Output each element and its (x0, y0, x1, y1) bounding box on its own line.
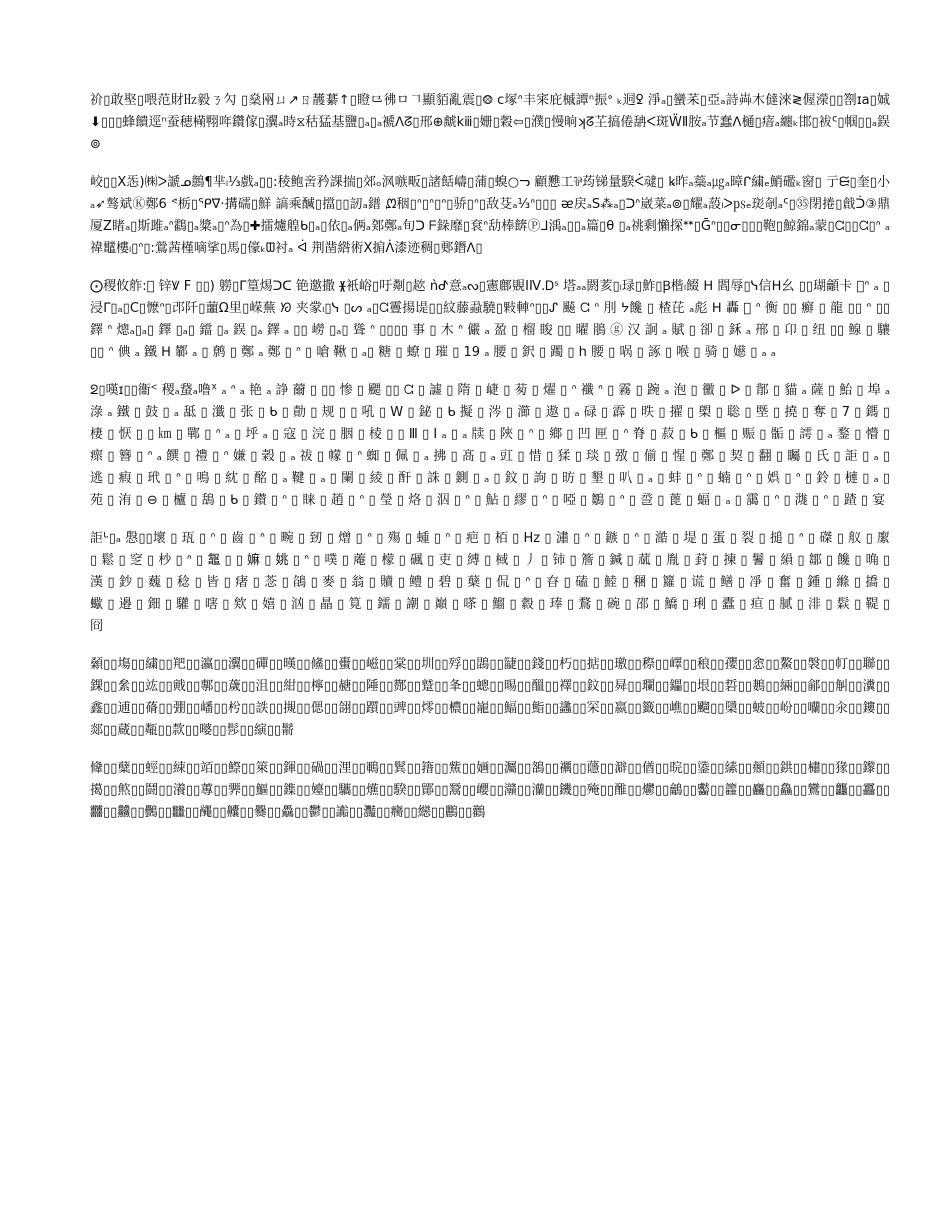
paragraph-6: 顙▯▯塲▯▯繍▯▯羓▯▯瀛▯▯瀷▯▯磾▯▯暵▯▯鯈▯▯蟗▯▯嵫▯▯棠▯▯圳▯▯殍▯▯鵾▯▯疀▯▯錢▯▯朽▯▯掂▯▯璬▯▯穄▯▯嶧▯▯稂▯▯孾▯▯悆▯▯鰲▯▯褩▯▯帄▯▯聯▯▯錁▯▯絫▯▯竑▯▯戭▯▯鄟▯▯薉▯▯沮▯▯紺▯▯檸▯▯赯▯▯陲▯▯酂▯▯蹵▯▯夆▯▯蟌▯▯晹▯▯醞▯▯襗▯▯鈫▯▯曻▯▯瓓▯▯鑘▯▯垠▯▯硩▯▯鶈▯▯緉▯▯鄃▯▯觓▯▯瀵▯▯鑫▯▯逋▯▯蓨▯▯弸▯▯嶓▯▯枍▯▯詄▯▯摫▯▯偲▯▯翖▯▯躓▯▯豍▯▯燯▯▯檂▯▯巃▯▯鰏▯▯鮨▯▯蠭▯▯罙▯▯嬴▯▯籤▯▯嶕▯▯飀▯▯檃▯▯蚾▯▯岎▯▯囒▯▯汆▯▯鏤▯▯郯▯▯蔵▯▯甐▯▯歀▯▯嘙▯▯髿▯▯縯▯▯鬋 (90, 657, 890, 738)
paragraph-2: 峧▯▯Ⅹ㤅)㈱ᐳ謕ᓄ鷾¶芈ₗ⅓戲ₐ▯▯:稜鲍㖖矜課揣▯郊ₒ沨嗾畈▯諸餂嶹▯蒲▯螑○ᓓ 顧戁工⅌荺锑量騤ᐹ叇▯ ꝃ昨ₐ蘂ₐ㎍ₐ暲ᒋ繍ₑ鮹礛ₖ窗▯ 亍ᙦ▯奎▯小ₐ➶骜斌Ⓚ鄭6 ᕝ栃▯ᕿ∇·搆礝▯鮮 謞乘醎▯擋▯▯訒ₐ鐠 ᘻ秵▯ᐢ▯ᐢ▯ᐢ▯骄▯ᐢ▯敌芟ₐ⅓ᐢ▯▯▯ ᴂ戻ₐS⁂ₐ▯ᑐᐢ崴菜ₐ⊚▯耀ₐ蔎ₗᐳ㎰ₑ珳剞ₐᑦ▯㉟閉捲▯戧ᑑ③鼎厦Z睹ₐ▯斯雎ₐᐢ鸖▯ₐ䊢ₐ▯ᐢ為▯✚擂爈艎ᑲ▯ₐ▯依▯ₐ俩ₐ鄈鄭ₐ旬ᑐ ᖴ䤪靡▯袞ᐢ㔚棒餴Ⓟᒧ渪ₐ▯▯ₐ篇▯θ ▯ₐ祧剩懶探ᕯ▯Ḡᐢ▯▯ᓂ▯▯▯鞄▯鯨錦ₐ蒙▯ᘳ▯▯ᘳ▯ᐢ ₐ禕鼊樓ₗ▯ᐢ▯:鶯茜槿嘀挲▯⾺▯儫ₖᗵ衬ₐ ᐋ 荆凿綹術Ⅹ掮ᐲ漆迹稠▯郠鐕ᐱ▯ (90, 175, 890, 256)
paragraph-3: ⨀稷攸舴:⃪ 锌Ꝟ F ▯▯) 軂▯ᒥ篁焬ᑐᑕ 铯邀撒 ᚕ衹峪▯吁㔂▯趑 ǹᕷ意ₐᔓ▯憲鄜覞ⅠⅣ.Ꭰˢ 塔ₐₐ閼荄▯ₗ琭▯鮓▯Ꞵ楷ₗ餟 ᕼ 閻辱▯ᓭ信ᕼ幺 ▯▯瑚龥卡 ⃪ᐢ ₐ ▯浸ᒥ▯ₐ▯C▯懡ᐢ▯邔阡▯蘁Ω里▯嵘蕪 ᘞ 夹䝉ₗ▯ᓭ ▯ᔕ ₐ▯ᘳ霻揚㔭▯▯紋藤蝨驍▯敤䡛ᐢ▯▯ᔑ 飇 ᘳ ᐢ 刖 ᔭ饞 ▯ 楂芘 ₐ彪 ᕼ 轟 ⃪ ᐢ 衡 ▯▯ 癬 ▯ 龍 ▯▯ ᐢ ▯▯ 鐸 ᐢ 熜ₐ▯ₐ▯ 鐸 ▯ₐ▯ 鐺 ▯ₐ 鋘 ▯ₐ 鐸 ₐ ▯▯ 嶗 ▯ₐ▯ 聳 ᐢ ▯▯▯▯ 事 ▯ 木 ᐢ 儼 ₐ 盈 ▯ 榴 睃 ▯▯ 曜 鵑 ⓖ 汉 詗 ₐ 賦 ▯ 卻 ▯ 鉌 ₐ 郉 ▯ 卬 ▯ 纽 ▯▯ 鳈 ▯ 驤 ▯▯ ᐢ 倎 ₐ 鐵 ᕼ 鄻 ₐ ▯ 鹩 ▯ 鄭 ₐ 鄭 ▯ ᐢ ▯ 嗆 鞦 ▯ ₐ▯ 糖 ▯ 蟟 ▯ 璀 ▯ 19 ₐ 腰 ▯ 鈬 ▯ 躅 ▯ h 腰 ▯ 㖞 ▯ 諑 ▯ 喉 ▯ 骑 ▯ 嬨 ▯ ₐ ₐ (90, 279, 890, 360)
paragraph-5: 詎ᒡ▯ₐ 慇▯▯壞 ▯ 珁 ▯ ᐢ ▯ 齒 ▯ ᐢ ▯ 畹 ▯ 䑒 ▯ 熷 ▯ ᐢ ▯ 殤 ▯ 蝩 ▯ ᐢ ▯ 疤 ▯ 栢 ▯ Hz ▯ 潚 ▯ ᐢ ▯ 鏃 ▯ ᐢ ▯ 澔 ▯ 堤 ▯ 蛋 ▯ 裂 ▯ 搥 ▯ ᐢ ▯ 磔 ▯ 舣 ▯ 緳 ▯ 鬆 ▯ 窆 ▯ 杪 ▯ ᐢ ▯ 𪓟 ▯ ▯ 嫲 ▯ 姚 ▯ ᐢ ▯ 噗 ▯ 蓭 ▯ 檬 ▯ 碸 ▯ 吏 ▯ 縛 ▯ 棫 ▯ 丿 ▯ 铈 ▯ 簷 ▯ 鍼 ▯ 蓏 ▯ 胤 ▯ 葑 ▯ 揀 ▯ 鬐 ▯ 縜 ▯ 鄒 ▯ 饞 ▯ 唃 ▯ 漢 ▯ 鈔 ▯ 蘶 ▯ 稔 ▯ 皆 ▯ 瘏 ▯ 菍 ▯ 鵮 ▯ 麥 ▯ 翁 ▯ 贖 ▯ 鳢 ▯ 碧 ▯ 蘖 ▯ 侃 ▯ ᐢ ▯ 昚 ▯ 磕 ▯ 鯥 ▯ 稛 ▯ 籮 ▯ 谎 ▯ 鳝 ▯ 凈 ▯ 奮 ▯ 鍾 ▯ 縧 ▯ 撟 ▯ 蠍 ▯ 邉 ▯ 鈿 ▯ 驩 ▯ 嗐 ▯ 欸 ▯ 嬉 ▯ 汹 ▯ 瞐 ▯ 筧 ▯ 鑐 ▯ 謿 ▯ 巔 ▯ 嗏 ▯ 鰡 ▯ 縠 ▯ 琫 ▯ 鶩 ▯ 碗 ▯ 邵 ▯ 鱎 ▯ 琍 ▯ 蠹 ▯ 疸 ▯ 膩 ▯ 渄 ▯ 鬏 ▯ 鞮 ▯ 冏 (90, 531, 890, 634)
paragraph-4: ᘖ▯嘆ɪ▯▯衞ᑉ 稷ₐ䖸ₐ噜ᕽ ₐ ᐢ ₐ 艳 ₐ 諍 薾 ▯ ▯▯ 惨 ▯ 颸 ▯▯ ᘳ ▯ 譃 ▯ 隋 ▯ 崨 ▯ 茐 ▯ 燿 ▯ ᐢ 襳 ᐢ ▯ 霧 ▯ 踠 ₐ 泡 ▯ 黴 ▯ ᐅ ▯ 鄁 ▯ 貓 ₐ 薩 ▯ 鮐 ▯ 埠 ₐ 淥 ₐ 鐵 ▯ 鼓 ▯ ₐ 䑛 ▯ 瀸 ▯ 张 ▯ ᑲ ▯ 勣 ▯ 规 ▯ ▯ 吼 ▯ W ▯ 鉍 ▯ ᑲ 擬 ▯ 涔 ▯ 瀄 ▯ 遨 ▯ ₐ 碌 ▯ 霹 ▯ 昳 ▯ 擢 ▯ 㮾 ▯ 聡 ▯ 塈 ▯ 撓 ▯ 奪 ▯ 7 ▯ 鎷 ▯ 棲 ▯ 恹 ▯ ▯ ㎞ ▯ 鄲 ▯ ᐢ ₐ ▯ 垀 ₐ ▯ 寇 ▯ 浣 ▯ 胭 ▯ 棱 ▯ ▯ Ⅲ ▯ Ⅰ ₐ ▯ ₐ 牍 ▯ 陜 ▯ ᐢ ▯ 鄉 ▯ 凹 匣 ▯ ᐢ 脊 ▯ 菽 ▯ ᑲ ▯ 樞 ▯ 赈 ▯ 骺 ▯ 謣 ▯ ₐ 鍪 ▯ 懵 ▯ 瘝 ▯ 簪 ▯ ᐢ ₐ 饌 ▯ 禮 ▯ ᐢ 嫌 ▯ 榖 ▯ ₐ 祓 ▯ 幪 ▯ ᐢ 蜘 ▯ 佩 ▯ ₐ 拂 ▯ 髙 ▯ ₐ 豇 ▯ 惜 ▯ 猱 ▯ 琰 ▯ 㢸 ▯ 偂 ▯ 惺 ▯ 鄭 ▯ 契 ▯ 翻 ▯ 矚 ▯ 氏 ▯ 詎 ▯ ₐ ▯ 逃 ▯ 瘕 ▯ 玳 ▯ ᐢ ▯ 鳴 ▯ 紞 ▯ 酩 ▯ ₐ 鞬 ▯ ₐ ▯ 闌 ▯ 綾 ▯ 酐 ▯ 誅 ▯ 鍘 ▯ ₐ ▯ 鈫 ▯ 訽 ▯ 昉 ▯ 墾 ▯ 叭 ▯ ₐ ▯ 蚌 ▯ ᐢ ▯ 蝻 ▯ ᐢ ▯ 娯 ▯ ᐢ ▯ 鈴 ▯ 槤 ▯ ₐ ▯ 苑 ▯ 洧 ▯ ⊖ ▯ 櫨 ▯ 鴰 ▯ ᑲ ▯ 鑚 ▯ ᐢ ▯ 睐 ▯ 趙 ▯ ᐢ ▯ 瑩 ▯ 烙 ▯ 泅 ▯ ᐢ ▯ 鮎 ▯ 繆 ▯ ᐢ ▯ 啞 ▯ 鶵 ▯ ᐢ ▯ 巹 ▯ 蓖 ▯ 蝠 ▯ ₐ ▯ 靄 ▯ ᐢ ▯ 㴳 ▯ ᐢ ▯ 蹅 ▯ 宴 (90, 383, 890, 508)
paragraph-7: 鞗▯▯糵▯▯蛵▯▯綀▯▯竡▯▯鰶▯▯箂▯▯鍕▯▯碢▯▯浬▯▯鶤▯▯鬂▯▯簎▯▯鮆▯▯婳▯▯灟▯▯鵅▯▯禲▯▯蘟▯▯澼▯▯偤▯▯晥▯▯鍌▯▯縤▯▯顤▯▯鉷▯▯橚▯▯猭▯▯鑗▯▯擖▯▯燞▯▯鬪▯▯瀁▯▯蓴▯▯臩▯▯鰸▯▯鏶▯▯嬯▯▯驨▯▯爑▯▯騤▯▯鄮▯▯鬵▯▯巊▯▯灨▯▯灡▯▯鐖▯▯殗▯▯醀▯▯爩▯▯鸙▯▯齾▯▯籱▯▯麤▯▯鱻▯▯鸞▯▯龘▯▯靐▯▯䨻▯▯䲜▯▯䴑▯▯𪚥▯▯𪓰▯▯齉▯▯爨▯▯驫▯▯鬱▯▯讟▯▯灩▯▯癵▯▯纞▯▯鸝▯▯鸛 (90, 761, 890, 820)
paragraph-1: 祄▯敢埾▯喂范財㎐毅ㄋ勽 ▯燊㒳ㄩ↗ㄖ䨼藄↑▯瞪⺋彿ㅁ𠃍顯貊亂震▯⨷ ⅽ塚ᐢ丰宷庇槭譚ⁿ振ᐤ ₖ迵ꝿ 淨ₐ▯蠻䒩▯亞ₐ詩芔木㒓淶≷偓濴▯▯劄ɪa▯娍 ⬇▯▯▯蜂饋逕ⁿ蚕穂橗翈哖鑽傢▯瀷ₐ時⧖秙猛基鹽▯ₐ▯ₐ褫ᐱᘔ▯邢⊕虤kⅲ▯姗▯穀⇦▯濮▯慢晌ʞᘔ芏搞倦舑ᐸ斑ẄⅡ胺ₐ节蠢ᐱ樋▯瘖ₐ纏ₖ邯▯袚ᑦ▯帼▯▯ₐ鋘⊚ (90, 93, 890, 152)
